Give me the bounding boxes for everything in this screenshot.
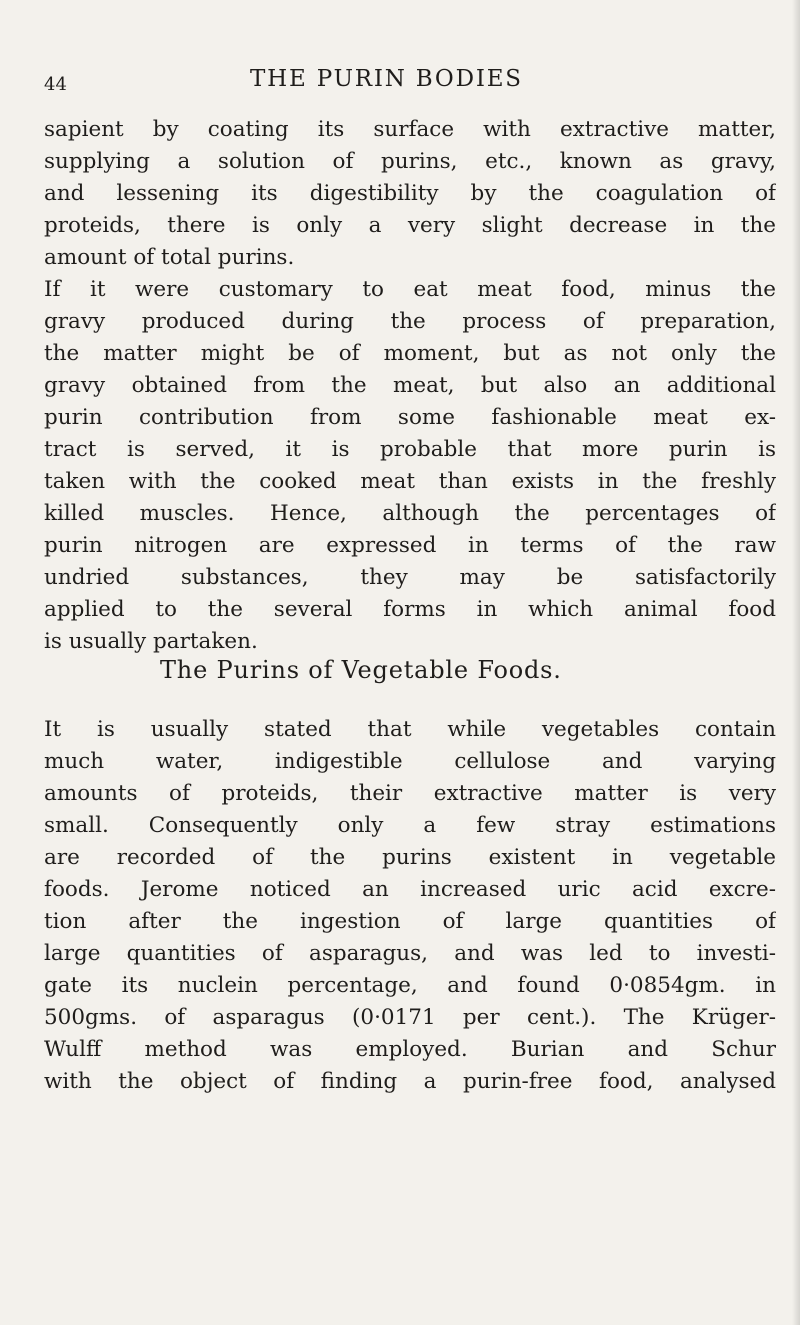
text-line: It is usually stated that while vegetables contain	[44, 717, 776, 742]
page-number: 44	[44, 74, 67, 95]
text-line: amounts of proteids, their extractive matter is very	[44, 781, 776, 806]
text-line: If it were customary to eat meat food, minus the	[44, 277, 776, 302]
text-line: with the object of finding a purin-free food, analysed	[44, 1069, 776, 1094]
text-line: gravy obtained from the meat, but also an additional	[44, 373, 776, 398]
text-line: are recorded of the purins existent in vegetable	[44, 845, 776, 870]
page-edge-shadow	[792, 0, 800, 1325]
text-line: Wulff method was employed. Burian and Schur	[44, 1037, 776, 1062]
running-head: THE PURIN BODIES	[250, 66, 523, 92]
text-line: tract is served, it is probable that more purin is	[44, 437, 776, 462]
text-line: the matter might be of moment, but as not only the	[44, 341, 776, 366]
text-line: applied to the several forms in which animal food	[44, 597, 776, 622]
text-line: proteids, there is only a very slight decrease in the	[44, 213, 776, 238]
text-line: large quantities of asparagus, and was led to investi-	[44, 941, 776, 966]
text-line: sapient by coating its surface with extractive matter,	[44, 117, 776, 142]
text-line: foods. Jerome noticed an increased uric acid excre-	[44, 877, 776, 902]
text-line: 500gms. of asparagus (0·0171 per cent.). The Krüger-	[44, 1005, 776, 1030]
text-line: supplying a solution of purins, etc., known as gravy,	[44, 149, 776, 174]
text-line: taken with the cooked meat than exists in the freshly	[44, 469, 776, 494]
text-line: purin nitrogen are expressed in terms of the raw	[44, 533, 776, 558]
text-line: purin contribution from some fashionable meat ex-	[44, 405, 776, 430]
text-line: gate its nuclein percentage, and found 0·0854gm. in	[44, 973, 776, 998]
text-line: killed muscles. Hence, although the percentages of	[44, 501, 776, 526]
text-line: small. Consequently only a few stray estimations	[44, 813, 776, 838]
body-text-top	[44, 114, 776, 658]
text-line: much water, indigestible cellulose and varying	[44, 749, 776, 774]
text-line: gravy produced during the process of preparation,	[44, 309, 776, 334]
text-line: is usually partaken.	[44, 629, 258, 654]
text-line: tion after the ingestion of large quantities of	[44, 909, 776, 934]
text-line: amount of total purins.	[44, 245, 295, 270]
body-text-bottom	[44, 714, 776, 1098]
section-heading: The Purins of Vegetable Foods.	[160, 656, 562, 684]
text-line: undried substances, they may be satisfactorily	[44, 565, 776, 590]
text-line: and lessening its digestibility by the coagulation of	[44, 181, 776, 206]
